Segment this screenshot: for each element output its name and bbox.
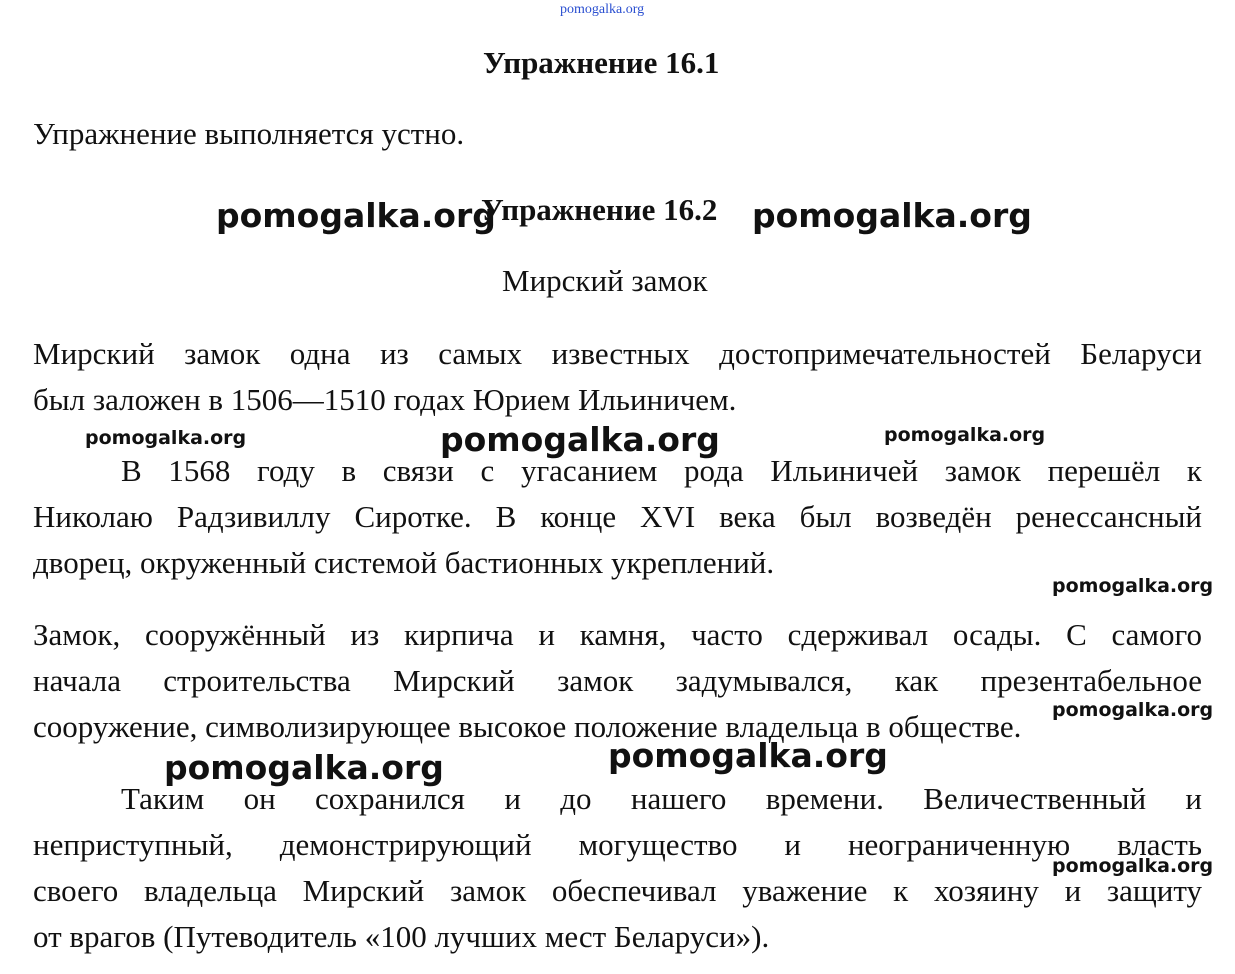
exercise-2-subtitle: Мирский замок	[502, 263, 708, 298]
watermark-8: pomogalka.org	[164, 748, 444, 787]
watermark-3: pomogalka.org	[85, 427, 247, 449]
watermark-9: pomogalka.org	[608, 736, 888, 775]
watermark-2: pomogalka.org	[752, 196, 1032, 235]
text-line-3: В 1568 году в связи с угасанием рода Ильиничей замок перешёл к	[121, 453, 1202, 488]
text-line-2: был заложен в 1506—1510 годах Юрием Ильиничем.	[33, 382, 737, 417]
text-line-1: Мирский замок одна из самых известных достопримечательностей Беларуси	[33, 336, 1202, 371]
text-line-4: Николаю Радзивиллу Сиротке. В конце XVI века был возведён ренессансный	[33, 499, 1202, 534]
text-line-8: сооружение, символизирующее высокое положение владельца в обществе.	[33, 709, 1022, 744]
watermark-5: pomogalka.org	[884, 424, 1046, 446]
watermark-1: pomogalka.org	[216, 196, 496, 235]
text-line-10: неприступный, демонстрирующий могущество и неограниченную власть	[33, 827, 1202, 862]
text-line-12: от врагов (Путеводитель «100 лучших мест Беларуси»).	[33, 919, 770, 954]
watermark-top: pomogalka.org	[560, 2, 645, 17]
watermark-4: pomogalka.org	[440, 420, 720, 459]
text-line-9: Таким он сохранился и до нашего времени. Величественный и	[121, 781, 1202, 816]
watermark-6: pomogalka.org	[1052, 575, 1214, 597]
text-line-6: Замок, сооружённый из кирпича и камня, часто сдерживал осады. С самого	[33, 617, 1202, 652]
exercise-2-title: Упражнение 16.2	[481, 192, 718, 227]
text-line-5: дворец, окруженный системой бастионных укреплений.	[33, 545, 775, 580]
watermark-10: pomogalka.org	[1052, 855, 1214, 877]
text-line-11: своего владельца Мирский замок обеспечивал уважение к хозяину и защиту	[33, 873, 1202, 908]
exercise-1-text: Упражнение выполняется устно.	[33, 116, 465, 151]
watermark-7: pomogalka.org	[1052, 699, 1214, 721]
text-line-7: начала строительства Мирский замок задумывался, как презентабельное	[33, 663, 1202, 698]
exercise-1-title: Упражнение 16.1	[483, 45, 720, 80]
